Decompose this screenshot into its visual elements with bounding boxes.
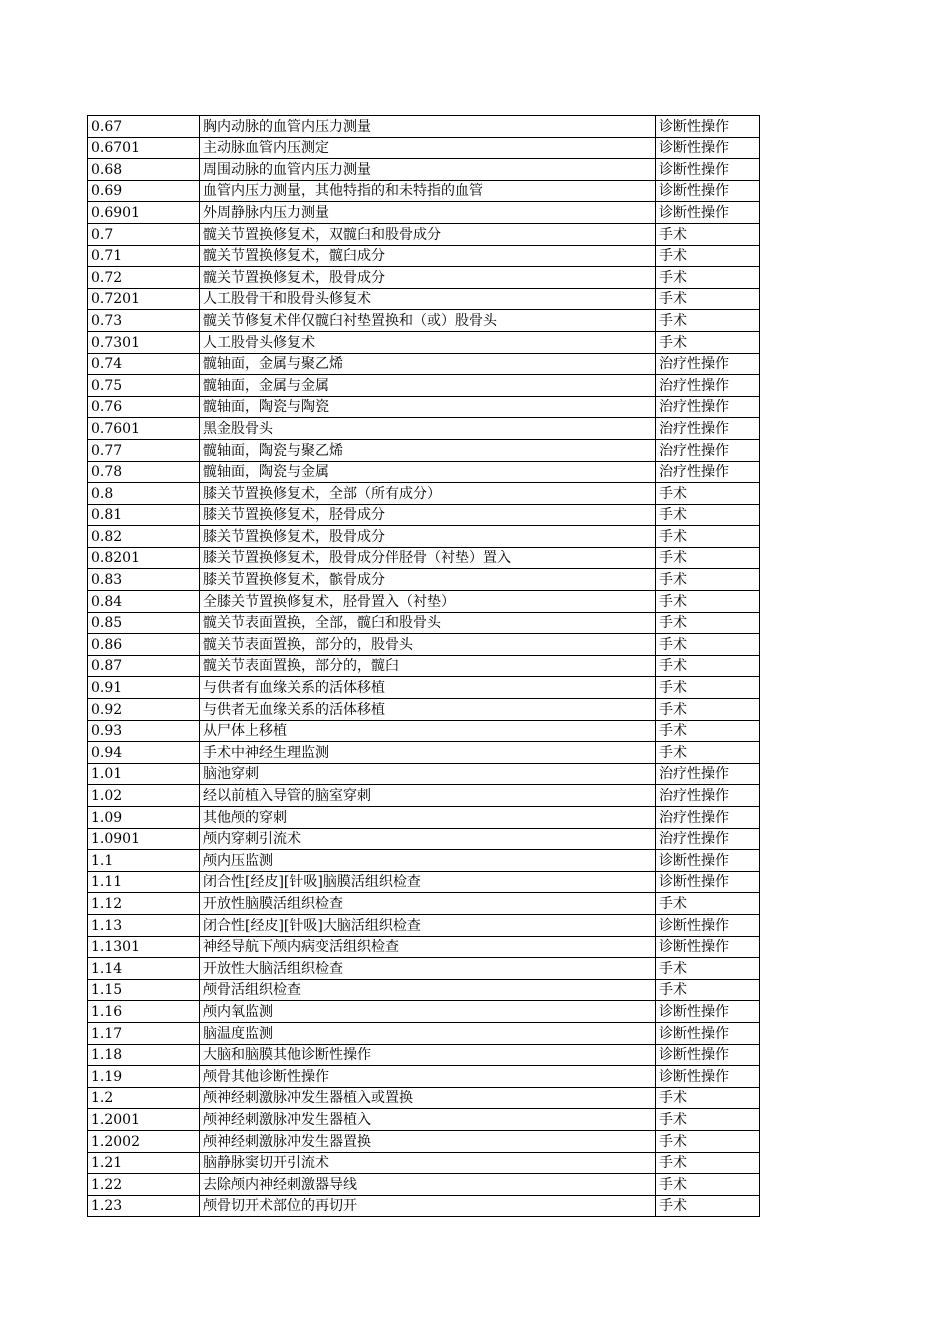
code-cell[interactable]: 0.86 [88,634,200,656]
code-cell[interactable]: 0.83 [88,569,200,591]
table-row [88,461,760,483]
type-cell[interactable]: 治疗性操作 [656,807,760,829]
code-cell[interactable]: 0.72 [88,267,200,289]
table-row [88,720,760,742]
table-row [88,116,760,138]
code-cell[interactable]: 0.67 [88,116,200,138]
code-cell[interactable]: 0.92 [88,699,200,721]
type-cell[interactable]: 诊断性操作 [656,850,760,872]
code-cell[interactable]: 1.1301 [88,936,200,958]
table-row [88,1066,760,1088]
code-cell[interactable]: 0.6901 [88,202,200,224]
table-row [88,591,760,613]
table-row [88,418,760,440]
type-cell[interactable]: 诊断性操作 [656,137,760,159]
type-cell[interactable]: 手术 [656,1174,760,1196]
type-cell[interactable]: 手术 [656,245,760,267]
name-cell[interactable]: 闭合性[经皮][针吸]脑膜活组织检查 [200,871,656,893]
type-cell[interactable]: 治疗性操作 [656,785,760,807]
table-row [88,526,760,548]
name-cell[interactable]: 主动脉血管内压测定 [200,137,656,159]
type-cell[interactable]: 手术 [656,1130,760,1152]
table-row [88,547,760,569]
type-cell[interactable]: 诊断性操作 [656,116,760,138]
name-cell[interactable]: 脑静脉窦切开引流术 [200,1152,656,1174]
code-cell[interactable]: 0.94 [88,742,200,764]
code-cell[interactable]: 1.1 [88,850,200,872]
table-row [88,159,760,181]
table-row [88,1130,760,1152]
type-cell[interactable]: 手术 [656,267,760,289]
table-row [88,763,760,785]
type-cell[interactable]: 治疗性操作 [656,375,760,397]
name-cell[interactable]: 脑温度监测 [200,1022,656,1044]
table-row [88,1174,760,1196]
code-cell[interactable]: 0.76 [88,396,200,418]
type-cell[interactable]: 诊断性操作 [656,180,760,202]
name-cell[interactable]: 膝关节置换修复术，全部（所有成分） [200,483,656,505]
table-row [88,936,760,958]
table-row [88,958,760,980]
type-cell[interactable]: 手术 [656,547,760,569]
table-body [88,116,760,1217]
table-row [88,850,760,872]
table-row [88,807,760,829]
name-cell[interactable]: 膝关节置换修复术，股骨成分 [200,526,656,548]
name-cell[interactable]: 手术中神经生理监测 [200,742,656,764]
name-cell[interactable]: 大脑和脑膜其他诊断性操作 [200,1044,656,1066]
name-cell[interactable]: 髋轴面，金属与聚乙烯 [200,353,656,375]
code-cell[interactable]: 0.87 [88,655,200,677]
table-row [88,483,760,505]
code-cell[interactable]: 1.2001 [88,1109,200,1131]
type-cell[interactable]: 诊断性操作 [656,936,760,958]
table-row [88,331,760,353]
name-cell[interactable]: 颅内压监测 [200,850,656,872]
code-cell[interactable]: 0.71 [88,245,200,267]
name-cell[interactable]: 颅骨活组织检查 [200,979,656,1001]
name-cell[interactable]: 髋关节置换修复术，髋臼成分 [200,245,656,267]
code-cell[interactable]: 0.85 [88,612,200,634]
type-cell[interactable]: 诊断性操作 [656,871,760,893]
table-row [88,375,760,397]
type-cell[interactable]: 手术 [656,1109,760,1131]
name-cell[interactable]: 去除颅内神经刺激器导线 [200,1174,656,1196]
code-cell[interactable]: 0.78 [88,461,200,483]
type-cell[interactable]: 治疗性操作 [656,439,760,461]
code-cell[interactable]: 0.69 [88,180,200,202]
type-cell[interactable]: 手术 [656,1087,760,1109]
code-cell[interactable]: 1.13 [88,914,200,936]
type-cell[interactable]: 手术 [656,569,760,591]
name-cell[interactable]: 开放性脑膜活组织检查 [200,893,656,915]
type-cell[interactable]: 诊断性操作 [656,1066,760,1088]
code-cell[interactable]: 1.22 [88,1174,200,1196]
name-cell[interactable]: 膝关节置换修复术，髌骨成分 [200,569,656,591]
type-cell[interactable]: 诊断性操作 [656,914,760,936]
code-cell[interactable]: 1.09 [88,807,200,829]
name-cell[interactable]: 人工股骨头修复术 [200,331,656,353]
code-cell[interactable]: 1.18 [88,1044,200,1066]
type-cell[interactable]: 手术 [656,483,760,505]
code-cell[interactable]: 0.91 [88,677,200,699]
type-cell[interactable]: 手术 [656,591,760,613]
table-row [88,655,760,677]
table-row [88,634,760,656]
code-cell[interactable]: 1.11 [88,871,200,893]
table-row [88,396,760,418]
table-row [88,245,760,267]
name-cell[interactable]: 颅骨切开术部位的再切开 [200,1195,656,1217]
type-cell[interactable]: 手术 [656,223,760,245]
name-cell[interactable]: 其他颅的穿刺 [200,807,656,829]
table-row [88,699,760,721]
procedure-code-table [87,115,760,1217]
table-row [88,785,760,807]
name-cell[interactable]: 髋关节表面置换，全部，髋臼和股骨头 [200,612,656,634]
name-cell[interactable]: 膝关节置换修复术，胫骨成分 [200,504,656,526]
table-row [88,569,760,591]
table-row [88,871,760,893]
code-cell[interactable]: 1.01 [88,763,200,785]
type-cell[interactable]: 治疗性操作 [656,763,760,785]
code-cell[interactable]: 0.7601 [88,418,200,440]
table-row [88,677,760,699]
code-cell[interactable]: 0.77 [88,439,200,461]
code-cell[interactable]: 1.0901 [88,828,200,850]
name-cell[interactable]: 髋关节表面置换，部分的，股骨头 [200,634,656,656]
table-row [88,612,760,634]
name-cell[interactable]: 髋关节修复术伴仅髋臼衬垫置换和（或）股骨头 [200,310,656,332]
name-cell[interactable]: 髋关节表面置换，部分的，髋臼 [200,655,656,677]
type-cell[interactable]: 手术 [656,655,760,677]
code-cell[interactable]: 0.81 [88,504,200,526]
table-row [88,979,760,1001]
name-cell[interactable]: 从尸体上移植 [200,720,656,742]
name-cell[interactable]: 脑池穿刺 [200,763,656,785]
type-cell[interactable]: 诊断性操作 [656,1022,760,1044]
name-cell[interactable]: 颅神经刺激脉冲发生器置换 [200,1130,656,1152]
type-cell[interactable]: 手术 [656,526,760,548]
code-cell[interactable]: 1.2 [88,1087,200,1109]
code-cell[interactable]: 0.8201 [88,547,200,569]
code-cell[interactable]: 0.7301 [88,331,200,353]
table-row [88,1022,760,1044]
name-cell[interactable]: 神经导航下颅内病变活组织检查 [200,936,656,958]
type-cell[interactable]: 治疗性操作 [656,396,760,418]
code-cell[interactable]: 1.23 [88,1195,200,1217]
code-cell[interactable]: 1.02 [88,785,200,807]
code-cell[interactable]: 0.84 [88,591,200,613]
name-cell[interactable]: 全膝关节置换修复术，胫骨置入（衬垫） [200,591,656,613]
type-cell[interactable]: 手术 [656,634,760,656]
name-cell[interactable]: 开放性大脑活组织检查 [200,958,656,980]
name-cell[interactable]: 与供者无血缘关系的活体移植 [200,699,656,721]
table-row [88,439,760,461]
code-cell[interactable]: 1.16 [88,1001,200,1023]
code-cell[interactable]: 0.93 [88,720,200,742]
type-cell[interactable]: 诊断性操作 [656,202,760,224]
table-row [88,353,760,375]
type-cell[interactable]: 手术 [656,1195,760,1217]
name-cell[interactable]: 颅神经刺激脉冲发生器植入 [200,1109,656,1131]
type-cell[interactable]: 诊断性操作 [656,1044,760,1066]
type-cell[interactable]: 诊断性操作 [656,159,760,181]
name-cell[interactable]: 颅内氧监测 [200,1001,656,1023]
code-cell[interactable]: 1.15 [88,979,200,1001]
name-cell[interactable]: 黑金股骨头 [200,418,656,440]
table-row [88,742,760,764]
name-cell[interactable]: 颅内穿刺引流术 [200,828,656,850]
name-cell[interactable]: 髋轴面，金属与金属 [200,375,656,397]
type-cell[interactable]: 手术 [656,742,760,764]
type-cell[interactable]: 手术 [656,612,760,634]
table-row [88,1109,760,1131]
code-cell[interactable]: 0.74 [88,353,200,375]
name-cell[interactable]: 髋轴面，陶瓷与陶瓷 [200,396,656,418]
table-row [88,137,760,159]
table-row [88,223,760,245]
table-row [88,202,760,224]
code-cell[interactable]: 1.17 [88,1022,200,1044]
name-cell[interactable]: 髋关节置换修复术，双髋臼和股骨成分 [200,223,656,245]
name-cell[interactable]: 胸内动脉的血管内压力测量 [200,116,656,138]
name-cell[interactable]: 外周静脉内压力测量 [200,202,656,224]
type-cell[interactable]: 手术 [656,699,760,721]
type-cell[interactable]: 手术 [656,677,760,699]
type-cell[interactable]: 手术 [656,310,760,332]
code-cell[interactable]: 0.7 [88,223,200,245]
type-cell[interactable]: 手术 [656,893,760,915]
table-row [88,180,760,202]
table-row [88,1195,760,1217]
type-cell[interactable]: 治疗性操作 [656,418,760,440]
type-cell[interactable]: 手术 [656,958,760,980]
type-cell[interactable]: 手术 [656,288,760,310]
name-cell[interactable]: 髋轴面，陶瓷与金属 [200,461,656,483]
code-cell[interactable]: 1.14 [88,958,200,980]
name-cell[interactable]: 膝关节置换修复术，股骨成分伴胫骨（衬垫）置入 [200,547,656,569]
code-cell[interactable]: 0.75 [88,375,200,397]
type-cell[interactable]: 手术 [656,720,760,742]
code-cell[interactable]: 1.12 [88,893,200,915]
code-cell[interactable]: 0.82 [88,526,200,548]
type-cell[interactable]: 手术 [656,979,760,1001]
code-cell[interactable]: 0.68 [88,159,200,181]
code-cell[interactable]: 0.6701 [88,137,200,159]
name-cell[interactable]: 颅神经刺激脉冲发生器植入或置换 [200,1087,656,1109]
name-cell[interactable]: 闭合性[经皮][针吸]大脑活组织检查 [200,914,656,936]
type-cell[interactable]: 手术 [656,504,760,526]
table-row [88,1087,760,1109]
type-cell[interactable]: 手术 [656,1152,760,1174]
type-cell[interactable]: 治疗性操作 [656,828,760,850]
name-cell[interactable]: 血管内压力测量，其他特指的和未特指的血管 [200,180,656,202]
code-cell[interactable]: 0.73 [88,310,200,332]
table-row [88,1001,760,1023]
table-row [88,288,760,310]
name-cell[interactable]: 人工股骨干和股骨头修复术 [200,288,656,310]
type-cell[interactable]: 治疗性操作 [656,353,760,375]
table-row [88,914,760,936]
table-row [88,504,760,526]
table-row [88,893,760,915]
type-cell[interactable]: 手术 [656,331,760,353]
type-cell[interactable]: 诊断性操作 [656,1001,760,1023]
table-row [88,310,760,332]
name-cell[interactable]: 颅骨其他诊断性操作 [200,1066,656,1088]
name-cell[interactable]: 周围动脉的血管内压力测量 [200,159,656,181]
code-cell[interactable]: 1.2002 [88,1130,200,1152]
name-cell[interactable]: 与供者有血缘关系的活体移植 [200,677,656,699]
table-row [88,1044,760,1066]
code-cell[interactable]: 0.7201 [88,288,200,310]
table-row [88,828,760,850]
type-cell[interactable]: 治疗性操作 [656,461,760,483]
table-row [88,267,760,289]
code-cell[interactable]: 1.19 [88,1066,200,1088]
name-cell[interactable]: 髋关节置换修复术，股骨成分 [200,267,656,289]
name-cell[interactable]: 经以前植入导管的脑室穿刺 [200,785,656,807]
code-cell[interactable]: 0.8 [88,483,200,505]
table-row [88,1152,760,1174]
name-cell[interactable]: 髋轴面，陶瓷与聚乙烯 [200,439,656,461]
code-cell[interactable]: 1.21 [88,1152,200,1174]
